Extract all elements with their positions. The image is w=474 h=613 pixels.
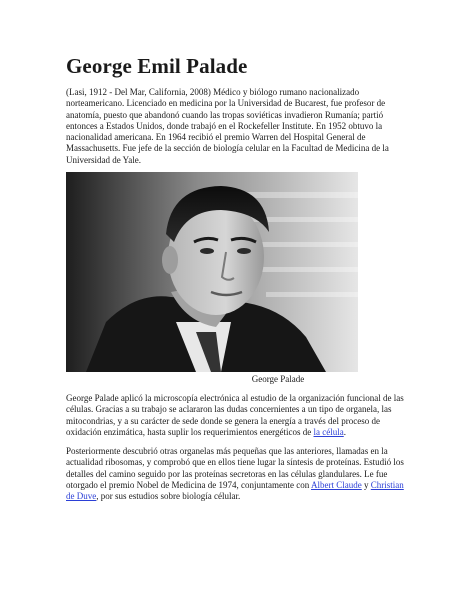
paragraph-end: .	[343, 426, 346, 437]
paragraph-microscopy	[66, 393, 411, 438]
link-albert-claude[interactable]: Albert Claude	[311, 479, 362, 490]
link-christian-de-duve[interactable]: Christian de Duve	[66, 479, 404, 502]
link-la-celula[interactable]: la célula	[313, 426, 344, 437]
photo-caption: George Palade	[251, 374, 305, 384]
paragraph-text: Posteriormente descubrió otras organelas más pequeñas que las anteriores, llamadas en la actualidad ribosomas, y comprobó que en ellos tiene lugar la síntesis de proteínas. Estudió los detalles del camino seguido por las proteínas secretoras en las células glandulares. Le fue otorgado el premio Nobel de Medicina de 1974, conjuntamente con	[66, 446, 404, 490]
paragraph-ribosomes	[66, 446, 411, 502]
paragraph-text: George Palade aplicó la microscopía electrónica al estudio de la organización funcional de las células. Gracias a su trabajo se aclararon las dudas concernientes a un tipo de organela, las mitocondrias, y a su carácter de sede donde se genera la energía a través del proceso de oxidación enzimática, hasta suplir los requerimientos energéticos de	[66, 393, 404, 437]
page-title: George Emil Palade	[66, 54, 248, 78]
portrait-image	[66, 172, 358, 372]
paragraph-connector: y	[361, 479, 371, 490]
paragraph-end: , por sus estudios sobre biología célular.	[96, 491, 241, 502]
portrait-photo	[66, 172, 358, 372]
intro-paragraph: (Lasi, 1912 - Del Mar, California, 2008) Médico y biólogo rumano nacionalizado norteamericano. Licenciado en medicina por la Universidad de Bucarest, fue profesor de anatomía, puesto que abandonó cuando las tropas soviéticas invadieron Rumanía; partió entonces a Estados Unidos, donde trabajó en el Rockefeller Institute. En 1952 obtuvo la nacionalidad americana. En 1964 recibió el premio Warren del Hospital General de Massachusetts. Fue jefe de la sección de biología celular en la Facultad de Medicina de la Universidad de Yale.	[66, 87, 389, 165]
